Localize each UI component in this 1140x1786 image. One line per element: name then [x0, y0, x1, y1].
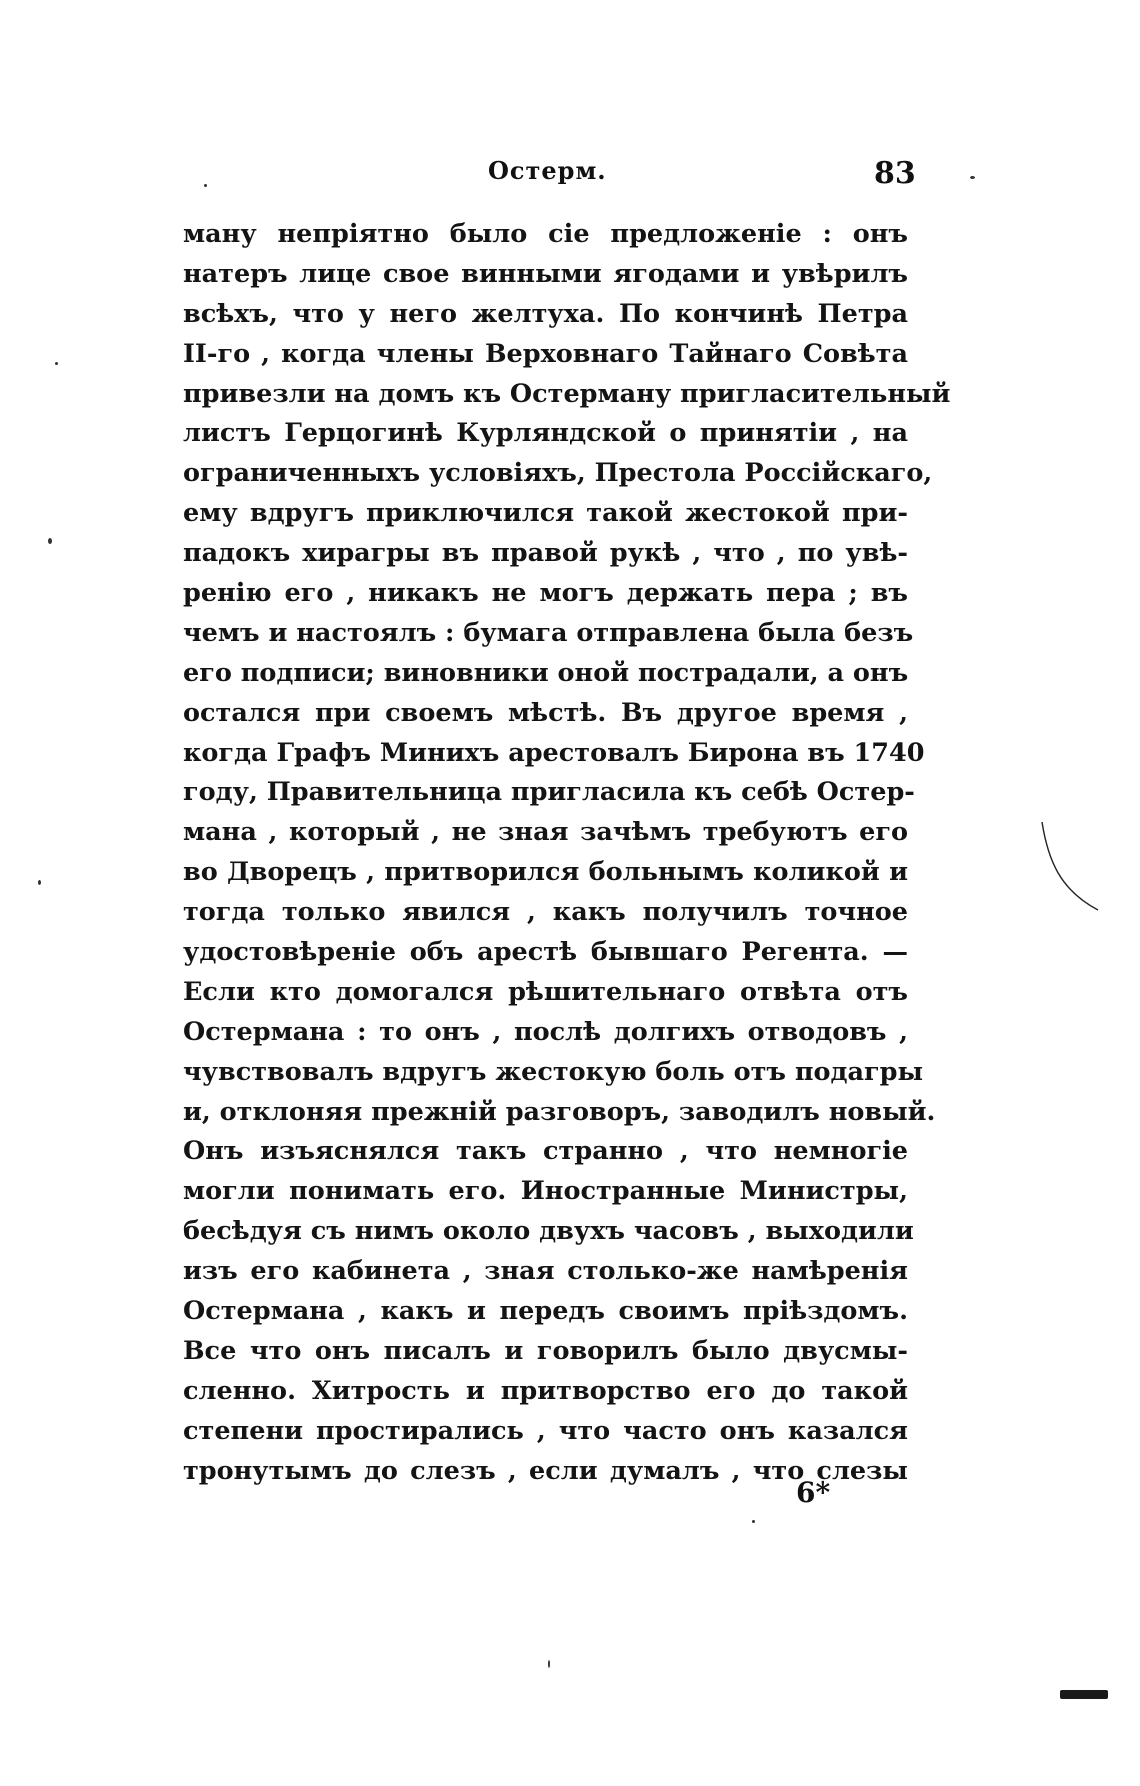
text-line: во Дворецъ , притворился больнымъ коликой и	[183, 857, 908, 888]
text-line: его подписи; виновники оной пострадали, а онъ	[183, 657, 909, 688]
page-number: 83	[874, 156, 916, 191]
text-line: ману непріятно было сіе предложеніе : онъ	[183, 219, 908, 249]
text-line: ему вдругъ приключился такой жестокой при-	[183, 498, 908, 529]
running-head: Остерм.	[488, 156, 607, 185]
scan-speck	[548, 1660, 550, 1668]
text-line: Все что онъ писалъ и говорилъ было двусмы-	[183, 1335, 908, 1366]
scan-speck	[204, 184, 207, 187]
text-line: листъ Герцогинѣ Курляндской о принятіи , на	[183, 418, 908, 449]
scan-speck	[752, 1520, 755, 1523]
text-line: удостовѣреніе объ арестѣ бывшаго Регента. —	[183, 937, 908, 968]
text-line: степени простирались , что часто онъ казался	[183, 1415, 908, 1446]
scan-speck	[970, 176, 975, 179]
text-line: ренію его , никакъ не могъ держать пера ; въ	[183, 578, 908, 609]
text-line: тронутымъ до слезъ , если думалъ , что слезы	[183, 1455, 908, 1486]
text-line: могли понимать его. Иностранные Министры,	[183, 1176, 908, 1207]
text-line: когда Графъ Минихъ арестовалъ Бирона въ 1740	[183, 737, 925, 768]
text-line: сленно. Хитрость и притворство его до такой	[183, 1375, 908, 1406]
text-line: ограниченныхъ условіяхъ, Престола Россійскаго,	[183, 458, 933, 489]
text-line: привезли на домъ къ Остерману пригласительный	[183, 378, 951, 409]
scan-speck	[55, 362, 58, 365]
text-line: всѣхъ, что у него желтуха. По кончинѣ Петра	[183, 298, 908, 329]
text-line: II-го , когда члены Верховнаго Тайнаго Совѣта	[183, 338, 908, 369]
text-line: чувствовалъ вдругъ жестокую боль отъ подагры	[183, 1056, 924, 1087]
text-line: Остермана : то онъ , послѣ долгихъ отводовъ ,	[183, 1016, 908, 1047]
text-line: Онъ изъяснялся такъ странно , что немногіе	[183, 1136, 908, 1167]
text-line: падокъ хирагры въ правой рукѣ , что , по увѣ-	[183, 538, 908, 569]
scan-edge-mark	[1060, 1690, 1108, 1699]
text-line: чемъ и настоялъ : бумага отправлена была безъ	[183, 617, 914, 648]
signature-mark: 6*	[796, 1476, 831, 1509]
text-line: Остермана , какъ и передъ своимъ пріѣздомъ.	[183, 1296, 908, 1327]
text-line: и, отклоняя прежній разговоръ, заводилъ новый.	[183, 1096, 936, 1127]
text-line: году, Правительница пригласила къ себѣ Остер-	[183, 777, 915, 808]
text-line: натеръ лице свое винными ягодами и увѣрилъ	[183, 258, 908, 289]
text-line: остался при своемъ мѣстѣ. Въ другое время ,	[183, 697, 908, 728]
scan-speck	[48, 538, 52, 544]
text-line: тогда только явился , какъ получилъ точное	[183, 897, 908, 928]
text-line: бесѣдуя съ нимъ около двухъ часовъ , выходили	[183, 1216, 914, 1247]
scan-speck	[38, 880, 41, 885]
body-text	[183, 215, 951, 1492]
scan-curve	[1040, 820, 1100, 920]
text-line: Если кто домогался рѣшительнаго отвѣта отъ	[183, 976, 908, 1007]
text-line: мана , который , не зная зачѣмъ требуютъ его	[183, 817, 908, 848]
text-line: изъ его кабинета , зная столько-же намѣренія	[183, 1256, 908, 1287]
